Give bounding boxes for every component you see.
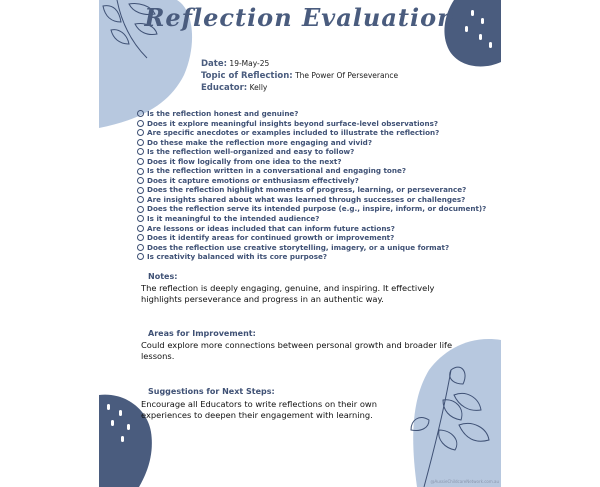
- checklist-item: [137, 252, 486, 262]
- check-circle-icon: [137, 234, 144, 241]
- topic-row: [201, 70, 398, 82]
- checklist-item: [137, 138, 486, 148]
- check-circle-icon: [137, 253, 144, 260]
- checklist-item: [137, 147, 486, 157]
- checklist-item-text: Is the reflection well-organized and easy to follow?: [147, 147, 355, 157]
- checklist-item-text: Is creativity balanced with its core purpose?: [147, 252, 328, 262]
- topic-label: Topic of Reflection:: [201, 71, 293, 81]
- check-circle-icon: [137, 215, 144, 222]
- checklist-item: [137, 128, 486, 138]
- improvement-heading: Areas for Improvement:: [148, 329, 256, 338]
- date-value: 19-May-25: [229, 59, 270, 68]
- checklist-item-text: Does the reflection use creative storytelling, imagery, or a unique format?: [147, 242, 450, 252]
- check-circle-icon: [137, 148, 144, 155]
- checklist-item-text: Are specific anecdotes or examples included to illustrate the reflection?: [147, 128, 440, 138]
- reflection-meta: [201, 58, 398, 94]
- check-circle-icon: [137, 225, 144, 232]
- checklist-item-text: Is the reflection written in a conversational and engaging tone?: [147, 166, 406, 176]
- checklist-item-text: Do these make the reflection more engaging and vivid?: [147, 137, 372, 147]
- page-title: Reflection Evaluation: [144, 3, 456, 32]
- checklist-item-text: Does it flow logically from one idea to the next?: [147, 156, 342, 166]
- checklist-item: [137, 204, 486, 214]
- check-circle-icon: [137, 129, 144, 136]
- checklist-item: [137, 109, 486, 119]
- date-label: Date:: [201, 59, 228, 69]
- checklist-item: [137, 214, 486, 224]
- educator-value: Kelly: [249, 83, 268, 92]
- check-circle-icon: [137, 196, 144, 203]
- checklist-item: [137, 157, 486, 167]
- educator-label: Educator:: [201, 83, 248, 93]
- credit-watermark: @AussieChildcareNetwork.com.au: [430, 479, 499, 484]
- checklist-item-text: Does it explore meaningful insights beyond surface-level observations?: [147, 118, 439, 128]
- checklist-item-text: Is the reflection honest and genuine?: [147, 109, 299, 118]
- check-circle-icon: [137, 206, 144, 213]
- check-circle-icon: [137, 110, 144, 117]
- checklist-item: [137, 243, 486, 253]
- checklist-item-text: Does the reflection highlight moments of progress, learning, or perseverance?: [147, 185, 467, 195]
- check-circle-icon: [137, 168, 144, 175]
- checklist-item-text: Is it meaningful to the intended audience?: [147, 214, 320, 224]
- check-circle-icon: [137, 120, 144, 127]
- check-circle-icon: [137, 187, 144, 194]
- next-steps-body: Encourage all Educators to write reflections on their own experiences to deepen their engagement with learning.: [141, 399, 377, 420]
- date-row: [201, 58, 398, 70]
- next-steps-heading: Suggestions for Next Steps:: [148, 387, 275, 396]
- checklist-item: [137, 195, 486, 205]
- notes-heading: Notes:: [148, 272, 178, 281]
- educator-row: [201, 82, 398, 94]
- check-circle-icon: [137, 139, 144, 146]
- checklist-item: [137, 176, 486, 186]
- checklist-item: [137, 224, 486, 234]
- evaluation-sheet: [99, 0, 501, 487]
- checklist-item: [137, 166, 486, 176]
- checklist-item: [137, 185, 486, 195]
- checklist-item: [137, 119, 486, 129]
- notes-body: The reflection is deeply engaging, genuine, and inspiring. It effectively highlights perseverance and progress in an authentic way.: [141, 283, 435, 304]
- checklist-item-text: Does the reflection serve its intended purpose (e.g., inspire, inform, or document)?: [147, 204, 487, 214]
- checklist-item-text: Are insights shared about what was learned through successes or challenges?: [147, 194, 466, 204]
- check-circle-icon: [137, 177, 144, 184]
- improvement-body: Could explore more connections between personal growth and broader life lessons.: [141, 340, 453, 361]
- check-circle-icon: [137, 244, 144, 251]
- check-circle-icon: [137, 158, 144, 165]
- checklist-item-text: Are lessons or ideas included that can inform future actions?: [147, 223, 395, 233]
- checklist-item: [137, 233, 486, 243]
- checklist-item-text: Does it identify areas for continued growth or improvement?: [147, 233, 395, 243]
- topic-value: The Power Of Perseverance: [295, 71, 399, 80]
- evaluation-checklist: [137, 109, 486, 262]
- checklist-item-text: Does it capture emotions or enthusiasm effectively?: [147, 175, 359, 185]
